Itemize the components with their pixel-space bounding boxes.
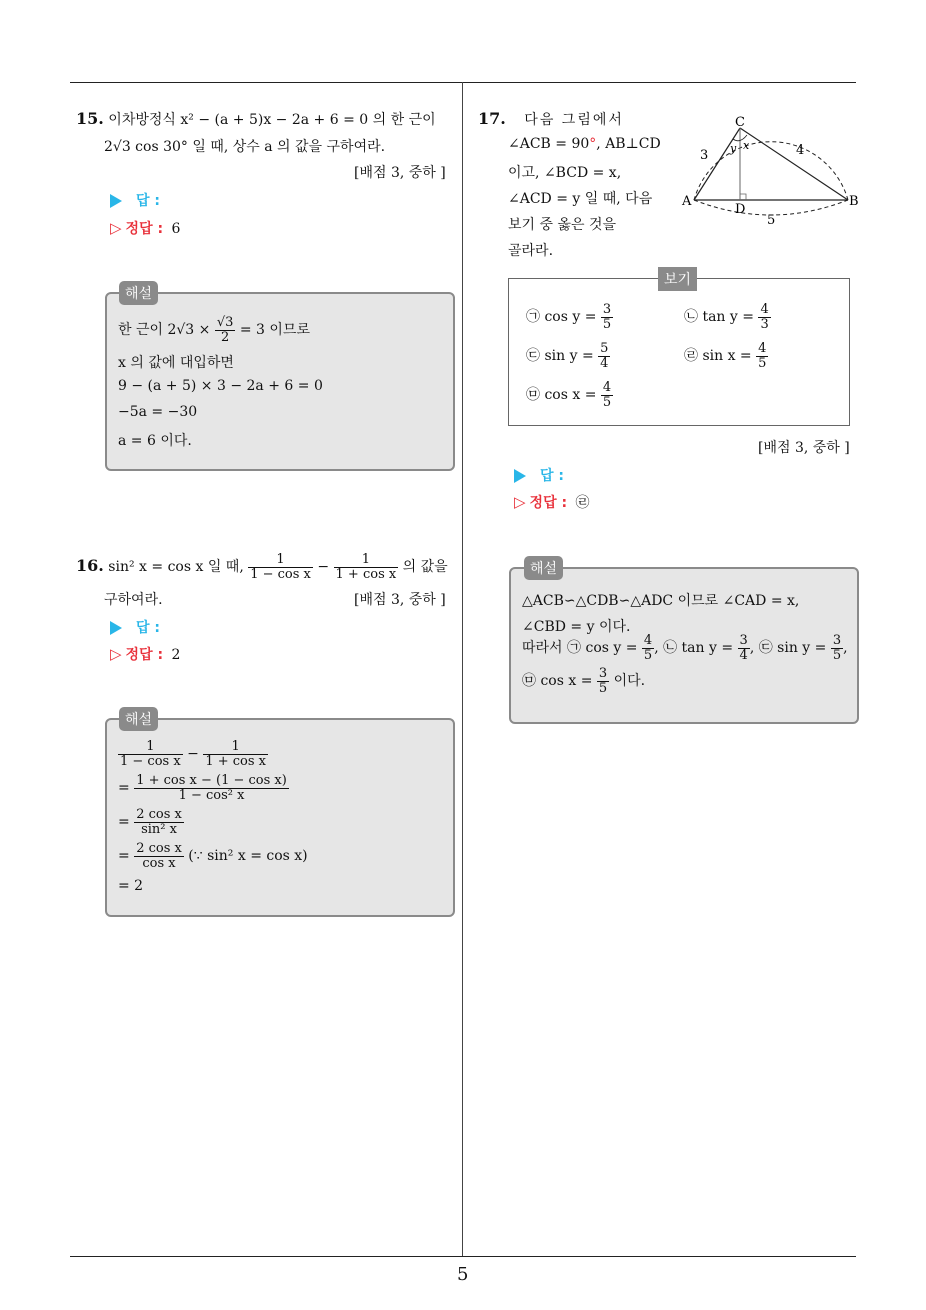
label-B: B [849,194,859,209]
label-AB: 5 [767,213,776,228]
label-x: x [743,139,750,152]
option-expr: cos y = [544,309,597,326]
fraction-denominator: 2 [220,329,230,345]
option-expr: cos x = [544,387,597,404]
fraction-numerator: 1 + cos x − (1 − cos x) [136,773,287,788]
bottom-rule [70,1256,856,1257]
q17-option-3 [526,342,610,370]
answer-label: 답 : [136,193,160,209]
sol-text: 이다. [613,673,646,690]
sol-fraction [597,667,609,695]
option-mark: ㉣ [684,348,698,365]
fraction-numerator: 4 [643,633,653,648]
label-CB: 4 [796,143,805,158]
sol-text: , [843,640,848,657]
q17-number: 17. [478,109,506,128]
option-fraction [756,342,768,370]
q16-sol-step1 [118,740,268,768]
q15-solution-tab: 해설 [119,281,158,305]
fraction-numerator: 3 [602,302,612,317]
side-ac [694,128,740,200]
q17-option-2 [684,303,771,331]
column-divider [462,82,463,1257]
q15-sol-l1-pre: 한 근이 2√3 × [118,322,211,339]
fraction-denominator: 4 [600,355,609,371]
outline-play-icon: ▷ [514,493,526,511]
fraction-numerator: 1 [248,553,313,568]
equals-sign: = [118,848,130,865]
minus-sign: − [187,746,199,763]
fraction-numerator: 3 [739,633,748,648]
q15-sol-line4: −5a = −30 [118,404,198,420]
q15-score: [배점 3, 중하 ] [354,165,446,181]
q15-sol-line2: x 의 값에 대입하면 [118,355,234,371]
q15-number: 15. [76,109,104,128]
outline-play-icon: ▷ [110,219,122,237]
circumcircle-arc [694,142,848,200]
q16-sol-frac-4 [134,842,184,870]
correct-label: 정답 : [125,647,164,663]
q15-sol-line5: a = 6 이다. [118,433,192,449]
fraction-denominator: 4 [739,647,748,663]
option-fraction [758,303,770,331]
correct-label: 정답 : [125,221,164,237]
outline-play-icon: ▷ [110,645,122,663]
fraction-denominator: sin² x [141,821,177,837]
label-A: A [682,194,692,209]
q17-line4: ∠ACD = y 일 때, 다음 [508,191,653,207]
q16-number: 16. [76,556,104,576]
fraction-denominator: cos x [142,855,176,871]
option-expr: tan y = [702,309,754,326]
q16-sol-step5: = 2 [118,878,144,894]
q17-sol-line4 [522,667,645,695]
minus-sign: − [317,559,330,576]
fraction-denominator: 5 [832,647,842,663]
q17-line1 [478,109,624,129]
sol-text: 따라서 ㉠ cos y = [522,640,638,657]
q17-line5: 보기 중 옳은 것을 [508,217,617,233]
fraction-numerator: 3 [598,666,608,681]
q15-line2: 2√3 cos 30° 일 때, 상수 a 의 값을 구하여라. [104,139,386,155]
play-icon [514,469,526,483]
fraction-numerator: 2 cos x [136,807,182,822]
page-number: 5 [457,1264,469,1285]
option-expr: sin y = [544,348,594,365]
equals-sign: = [118,780,130,797]
q16-post: 의 값을 [402,559,448,576]
fraction-denominator: 1 − cos x [250,566,311,582]
q17-answer-row [514,465,564,485]
fraction-numerator: √3 [216,315,234,330]
fraction-denominator: 5 [598,680,608,696]
fraction-denominator: 5 [602,316,612,332]
fraction-denominator: 5 [643,647,653,663]
q15-sol-fraction [215,316,236,344]
option-mark: ㉤ [526,387,540,404]
top-rule [70,82,856,83]
triangle-figure [680,112,862,228]
fraction-numerator: 1 [203,740,268,755]
q17-line6: 골라라. [508,243,554,259]
q15-correct-row [110,218,180,238]
sol-text: , ㉢ sin y = [749,640,827,657]
sol-fraction [831,634,843,662]
fraction-denominator: 1 − cos x [120,753,181,769]
sol-text: , ㉡ tan y = [654,640,734,657]
q17-line2 [508,136,661,152]
sol-fraction [642,634,654,662]
q16-answer-row [110,617,160,637]
q15-text-1: 이차방정식 x² − (a + 5)x − 2a + 6 = 0 의 한 근이 [108,112,436,128]
fraction-denominator: 1 − cos² x [178,787,245,803]
fraction-numerator: 2 cos x [136,841,182,856]
q16-fraction-2 [334,553,399,581]
fraction-denominator: 5 [758,355,767,371]
q17-sol-line1: △ACB∽△CDB∽△ADC 이므로 ∠CAD = x, [522,593,800,609]
fraction-numerator: 1 [334,553,399,568]
q16-correct-answer: 2 [171,647,181,663]
q16-line2: 구하여라. [104,592,163,608]
q15-answer-row [110,190,160,210]
label-C: C [735,115,745,130]
fraction-denominator: 1 + cos x [205,753,266,769]
q17-text-1: 다음 그림에서 [524,112,624,128]
option-mark: ㉠ [526,309,540,326]
fraction-denominator: 5 [602,394,612,410]
q17-line3: 이고, ∠BCD = x, [508,165,622,181]
label-y: y [730,142,737,155]
answer-label: 답 : [136,620,160,636]
fraction-denominator: 1 + cos x [335,566,397,582]
q16-sol-step4 [118,842,308,870]
q17-option-4 [684,342,768,370]
q17-correct-row [514,492,590,512]
q15-correct-answer: 6 [171,221,181,237]
fraction-numerator: 1 [118,740,183,755]
q16-fraction-1 [248,553,313,581]
q17-l2-b: , AB⊥CD [596,136,661,152]
q16-line1 [76,553,448,581]
option-fraction [601,303,613,331]
q15-sol-l1-post: = 3 이므로 [239,322,310,339]
side-cb [740,128,848,200]
q17-score: [배점 3, 중하 ] [758,440,850,456]
option-mark: ㉡ [684,309,698,326]
q17-l2-a: ∠ACB = 90 [508,136,590,152]
fraction-numerator: 4 [760,302,769,317]
sol-fraction [738,634,750,662]
q16-score: [배점 3, 중하 ] [354,592,446,608]
q17-sol-line2: ∠CBD = y 이다. [522,619,631,635]
q15-sol-line1 [118,316,310,344]
q16-sol-frac-2 [134,774,289,802]
q15-line1 [76,109,436,129]
option-fraction [598,342,610,370]
label-D: D [735,202,746,217]
q16-sol-frac-b [203,740,268,768]
fraction-numerator: 4 [758,341,767,356]
answer-label: 답 : [540,468,564,484]
correct-label: 정답 : [529,495,568,511]
q17-bogi-tab: 보기 [658,267,697,291]
q17-correct-answer: ㉣ [575,495,590,511]
play-icon [110,621,122,635]
label-AC: 3 [700,148,709,163]
q16-correct-row [110,644,180,664]
q16-sol-step2 [118,774,289,802]
right-angle-d [740,194,746,200]
q16-pre: sin² x = cos x 일 때, [108,559,244,576]
q16-sol-step3 [118,808,184,836]
q17-option-5 [526,381,613,409]
option-expr: sin x = [702,348,752,365]
q16-sol-frac-a [118,740,183,768]
fraction-numerator: 4 [602,380,612,395]
q17-solution-tab: 해설 [524,556,563,580]
fraction-numerator: 3 [832,633,842,648]
equals-sign: = [118,814,130,831]
play-icon [110,194,122,208]
sol-text: ㉤ cos x = [522,673,593,690]
fraction-denominator: 3 [760,316,769,332]
option-fraction [601,381,613,409]
q16-sol-note: (∵ sin² x = cos x) [188,848,308,865]
q16-solution-tab: 해설 [119,707,158,731]
q17-option-1 [526,303,613,331]
degree-mark: ° [589,136,597,152]
q15-sol-line3: 9 − (a + 5) × 3 − 2a + 6 = 0 [118,378,323,394]
q16-sol-frac-3 [134,808,184,836]
q17-sol-line3 [522,634,848,662]
option-mark: ㉢ [526,348,540,365]
fraction-numerator: 5 [600,341,609,356]
